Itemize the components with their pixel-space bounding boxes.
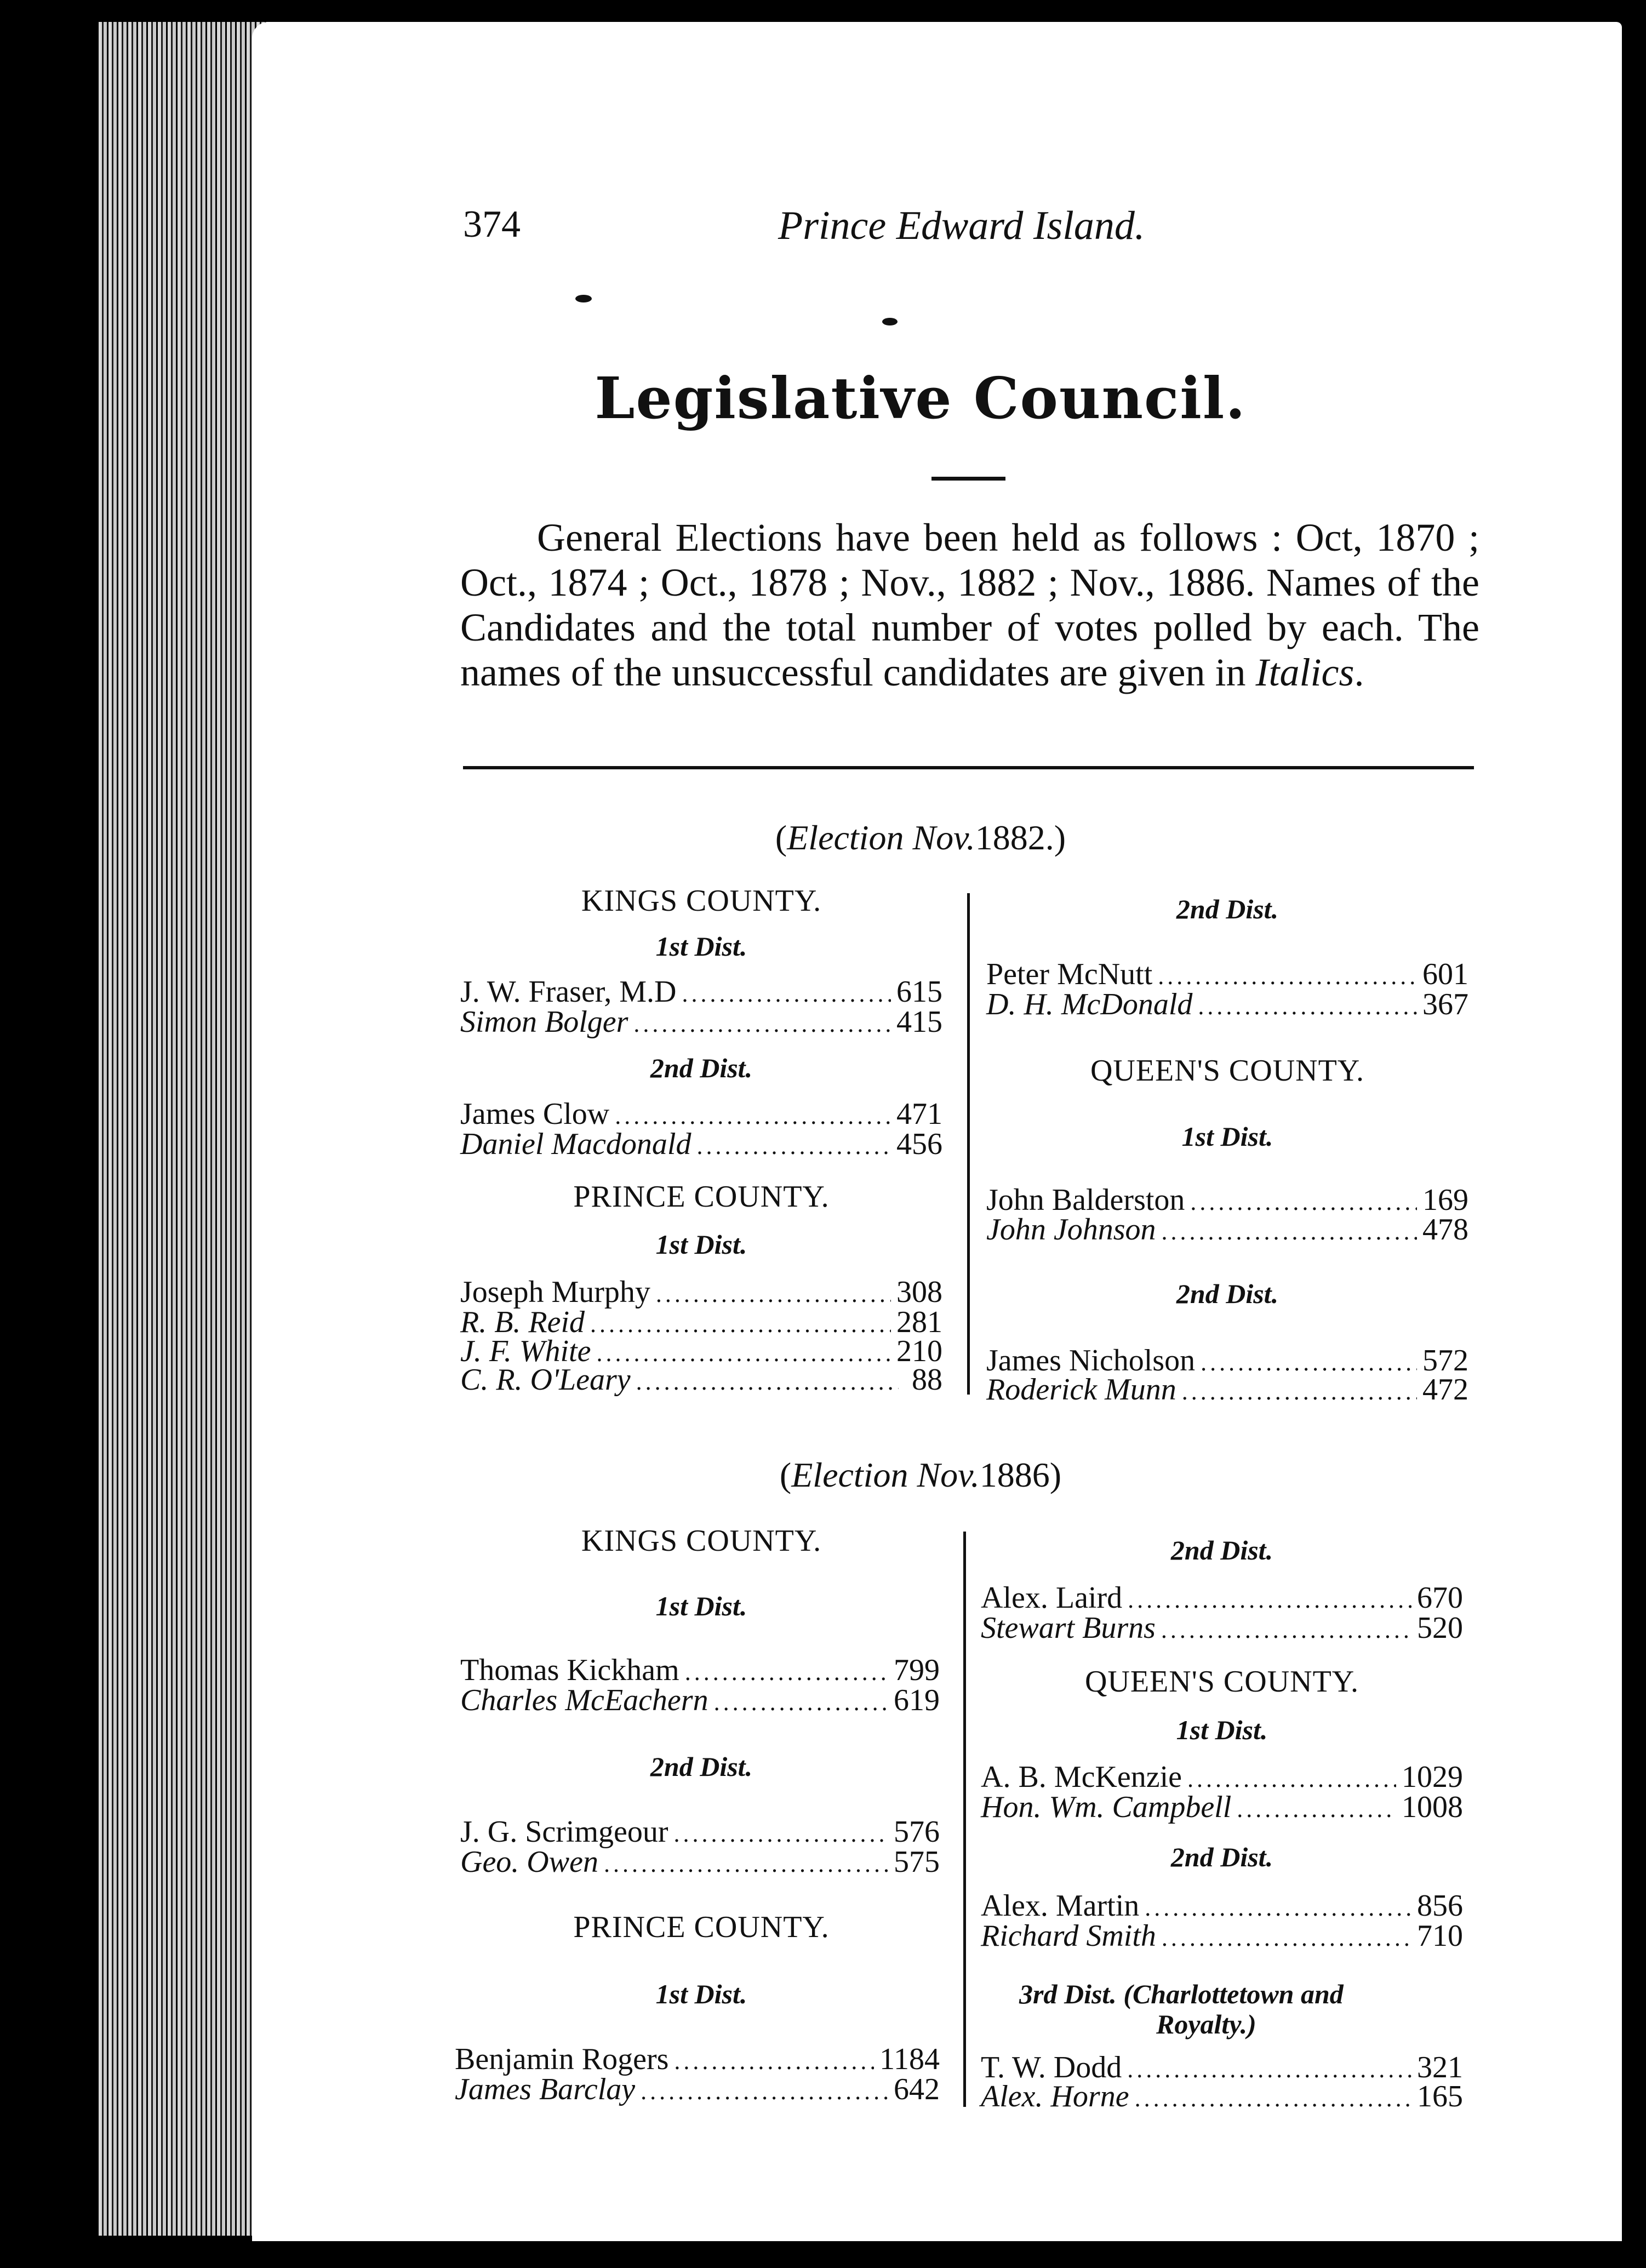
- candidate-name: Alex. Martin: [981, 1889, 1140, 1923]
- candidate-name: Alex. Laird: [981, 1581, 1123, 1615]
- candidate-name: Roderick Munn: [986, 1373, 1176, 1407]
- candidate-name: Richard Smith: [981, 1919, 1156, 1953]
- candidate-entry: [455, 2074, 940, 2107]
- district-heading: 2nd Dist.: [1170, 1535, 1273, 1566]
- election-1882-year: 1882.): [975, 818, 1066, 857]
- election-1882-open: (: [775, 818, 787, 857]
- candidate-entry: [460, 1655, 940, 1688]
- candidate-name: James Barclay: [455, 2072, 636, 2106]
- main-rule: [463, 766, 1474, 769]
- district-heading: 1st Dist.: [655, 1591, 747, 1621]
- ink-speck: [882, 318, 898, 325]
- county-heading: QUEEN'S COUNTY.: [1084, 1665, 1359, 1699]
- election-1882-heading: [252, 818, 1589, 858]
- vote-count: 210: [896, 1334, 942, 1368]
- intro-text: General Elections have been held as follows : Oct, 1870 ; Oct., 1874 ; Oct., 1878 ; Nov., 1882 ; Nov., 1886. Names of the Candidates and the total number of votes polled by each. The names of the unsuccessful candidates are given in: [460, 516, 1479, 694]
- candidate-entry: [986, 1374, 1468, 1407]
- leader-dots: [590, 1309, 891, 1340]
- vote-count: 642: [894, 2072, 940, 2106]
- leader-dots: [1128, 1585, 1411, 1615]
- candidate-name: J. F. White: [460, 1334, 591, 1368]
- leader-dots: [636, 1367, 899, 1397]
- vote-count: 1184: [879, 2042, 940, 2076]
- candidate-name: Benjamin Rogers: [455, 2042, 669, 2076]
- election-1882-label: Election Nov.: [787, 818, 975, 857]
- candidate-entry: [460, 1364, 942, 1397]
- candidate-name: R. B. Reid: [460, 1305, 585, 1339]
- leader-dots: [1182, 1376, 1417, 1407]
- leader-dots: [1201, 1347, 1417, 1378]
- candidate-entry: [981, 1613, 1463, 1646]
- vote-count: 615: [896, 975, 942, 1009]
- district-heading-continued: Royalty.): [1156, 2009, 1256, 2040]
- leader-dots: [604, 1849, 888, 1879]
- leader-dots: [1135, 2083, 1411, 2114]
- candidate-entry: [981, 2081, 1463, 2114]
- leader-dots: [1145, 1893, 1411, 1923]
- district-heading: 1st Dist.: [655, 931, 747, 962]
- leader-dots: [1127, 2054, 1411, 2085]
- candidate-name: Stewart Burns: [981, 1611, 1156, 1645]
- candidate-entry: [460, 976, 942, 1009]
- leader-dots: [685, 1657, 888, 1688]
- candidate-entry: [986, 959, 1468, 992]
- leader-dots: [656, 1279, 891, 1310]
- candidate-name: Alex. Horne: [981, 2080, 1129, 2113]
- candidate-name: Thomas Kickham: [460, 1653, 679, 1687]
- vote-count: 1029: [1402, 1760, 1463, 1794]
- vote-count: 472: [1422, 1373, 1468, 1407]
- vote-count: 520: [1417, 1611, 1463, 1645]
- candidate-name: John Johnson: [986, 1213, 1156, 1247]
- vote-count: 1008: [1402, 1790, 1463, 1824]
- candidate-entry: [460, 1007, 942, 1039]
- intro-paragraph: [460, 515, 1479, 695]
- vote-count: 572: [1422, 1344, 1468, 1378]
- leader-dots: [674, 1819, 888, 1849]
- district-heading: 2nd Dist.: [1176, 1278, 1279, 1309]
- ink-speck: [575, 295, 592, 302]
- leader-dots: [714, 1687, 888, 1718]
- district-heading: 2nd Dist.: [650, 1751, 753, 1782]
- candidate-entry: [981, 1583, 1463, 1615]
- candidate-name: John Balderston: [986, 1183, 1185, 1217]
- vote-count: 456: [896, 1127, 942, 1161]
- candidate-entry: [460, 1685, 940, 1718]
- leader-dots: [1158, 961, 1417, 992]
- vote-count: 799: [894, 1653, 940, 1687]
- leader-dots: [1198, 991, 1417, 1022]
- leader-dots: [1237, 1794, 1396, 1825]
- leader-dots: [1161, 1615, 1411, 1646]
- vote-count: 471: [896, 1097, 942, 1131]
- district-heading: 1st Dist.: [655, 1979, 747, 2009]
- leader-dots: [1190, 1187, 1417, 1218]
- candidate-name: Joseph Murphy: [460, 1275, 650, 1309]
- candidate-entry: [460, 1847, 940, 1879]
- county-heading: KINGS COUNTY.: [581, 1524, 822, 1558]
- candidate-name: James Clow: [460, 1097, 610, 1131]
- candidate-entry: [460, 1099, 942, 1132]
- candidate-name: James Nicholson: [986, 1344, 1196, 1378]
- candidate-name: J. W. Fraser, M.D: [460, 975, 677, 1009]
- candidate-name: A. B. McKenzie: [981, 1760, 1182, 1794]
- election-1886-heading: [252, 1455, 1589, 1495]
- candidate-name: Peter McNutt: [986, 957, 1153, 991]
- leader-dots: [1162, 1216, 1417, 1247]
- vote-count: 601: [1422, 957, 1468, 991]
- column-divider: [963, 1532, 966, 2107]
- leader-dots: [633, 1009, 891, 1039]
- vote-count: 165: [1417, 2080, 1463, 2113]
- vote-count: 670: [1417, 1581, 1463, 1615]
- vote-count: 88: [912, 1363, 942, 1397]
- leader-dots: [641, 2076, 888, 2107]
- district-heading: 2nd Dist.: [1176, 894, 1279, 924]
- candidate-entry: [460, 1816, 940, 1849]
- candidate-name: C. R. O'Leary: [460, 1363, 631, 1397]
- candidate-entry: [460, 1277, 942, 1310]
- district-heading: 1st Dist.: [1176, 1715, 1268, 1745]
- district-heading: 2nd Dist.: [650, 1053, 753, 1083]
- candidate-entry: [455, 2044, 940, 2077]
- running-head: Prince Edward Island.: [778, 203, 1145, 248]
- candidate-entry: [981, 1762, 1463, 1795]
- candidate-name: Geo. Owen: [460, 1845, 598, 1879]
- title-rule: [931, 477, 1005, 481]
- vote-count: 856: [1417, 1889, 1463, 1923]
- candidate-entry: [986, 1214, 1468, 1247]
- candidate-name: D. H. McDonald: [986, 987, 1193, 1021]
- vote-count: 308: [896, 1275, 942, 1309]
- vote-count: 710: [1417, 1919, 1463, 1953]
- candidate-entry: [981, 1792, 1463, 1825]
- district-heading: 2nd Dist.: [1170, 1842, 1273, 1872]
- vote-count: 576: [894, 1815, 940, 1849]
- candidate-entry: [981, 1921, 1463, 1953]
- candidate-entry: [981, 1890, 1463, 1923]
- election-1886-label: Election Nov.: [791, 1455, 980, 1494]
- page-number: 374: [463, 203, 521, 245]
- district-heading: 3rd Dist. (Charlottetown and: [1019, 1979, 1344, 2009]
- leader-dots: [696, 1131, 891, 1162]
- county-heading: QUEEN'S COUNTY.: [1090, 1054, 1365, 1088]
- candidate-name: J. G. Scrimgeour: [460, 1815, 668, 1849]
- vote-count: 619: [894, 1683, 940, 1717]
- leader-dots: [682, 979, 891, 1009]
- leader-dots: [674, 2046, 874, 2077]
- vote-count: 478: [1422, 1213, 1468, 1247]
- election-1886-year: 1886): [979, 1455, 1062, 1494]
- candidate-name: T. W. Dodd: [981, 2050, 1122, 2084]
- county-heading: PRINCE COUNTY.: [573, 1180, 830, 1214]
- candidate-name: Hon. Wm. Campbell: [981, 1790, 1232, 1824]
- vote-count: 281: [896, 1305, 942, 1339]
- column-divider: [967, 893, 970, 1395]
- district-heading: 1st Dist.: [1181, 1121, 1273, 1152]
- intro-italics-word: Italics: [1255, 650, 1354, 694]
- candidate-entry: [986, 989, 1468, 1022]
- district-heading: 1st Dist.: [655, 1229, 747, 1260]
- county-heading: PRINCE COUNTY.: [573, 1910, 830, 1944]
- candidate-name: Simon Bolger: [460, 1005, 628, 1039]
- candidate-name: Charles McEachern: [460, 1683, 708, 1717]
- vote-count: 367: [1422, 987, 1468, 1021]
- election-1886-open: (: [779, 1455, 792, 1494]
- candidate-entry: [460, 1129, 942, 1162]
- intro-end: .: [1354, 650, 1364, 694]
- section-title: Legislative Council.: [595, 364, 1247, 432]
- book-page: [252, 22, 1622, 2241]
- vote-count: 415: [896, 1005, 942, 1039]
- vote-count: 169: [1422, 1183, 1468, 1217]
- vote-count: 575: [894, 1845, 940, 1879]
- vote-count: 321: [1417, 2050, 1463, 2084]
- leader-dots: [1162, 1923, 1411, 1953]
- candidate-name: Daniel Macdonald: [460, 1127, 691, 1161]
- county-heading: KINGS COUNTY.: [581, 884, 822, 918]
